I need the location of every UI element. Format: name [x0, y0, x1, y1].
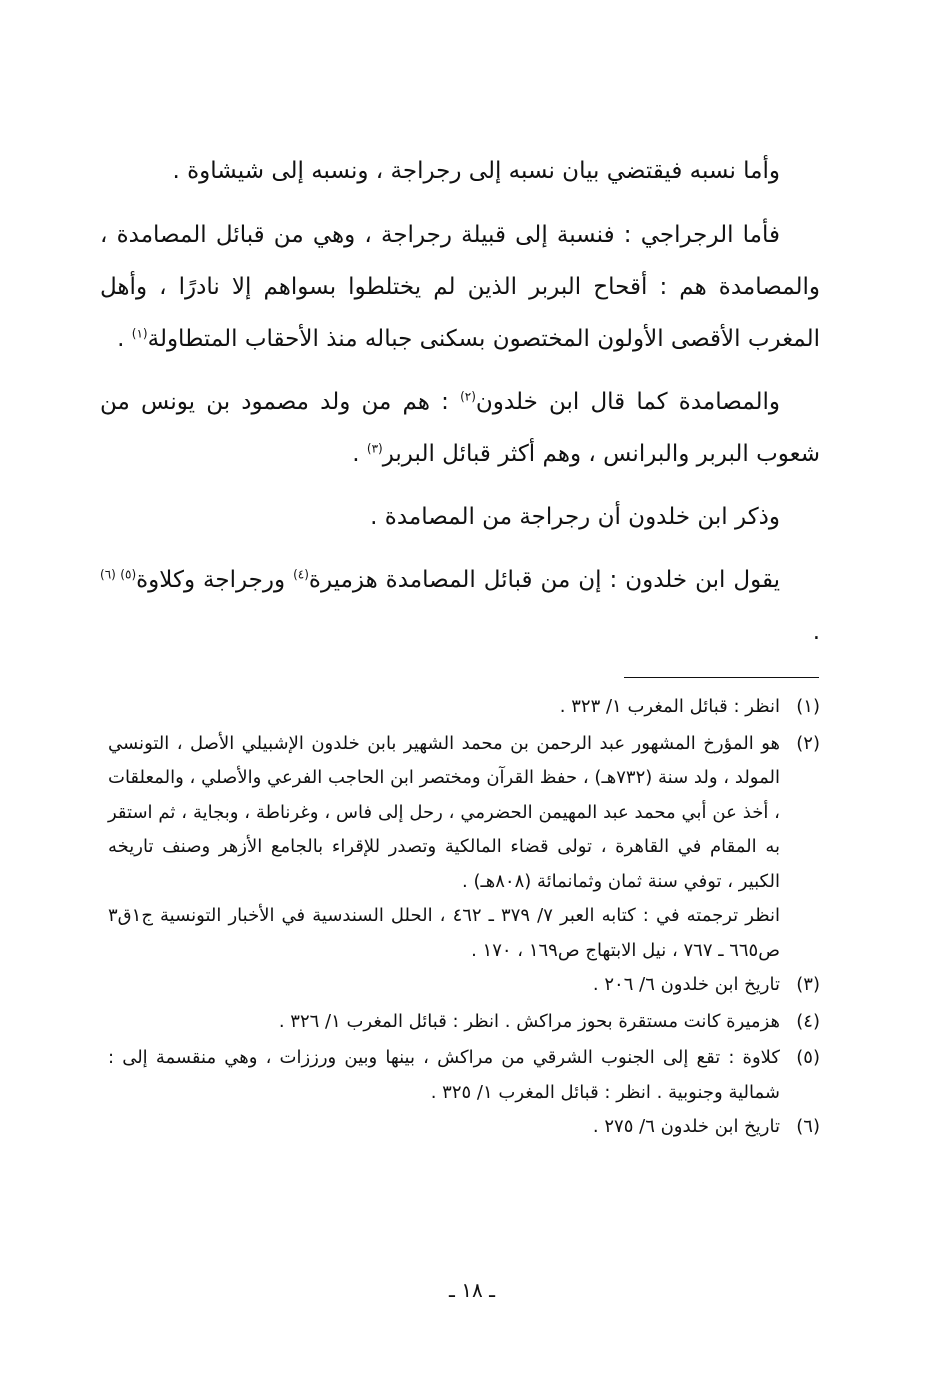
footnote-number: (٤) [796, 1010, 820, 1032]
paragraph-tail: . [352, 441, 367, 467]
main-text [100, 145, 820, 669]
paragraph-text: يقول ابن خلدون : إن من قبائل المصامدة هزميرة [308, 567, 780, 593]
footnote-text [108, 968, 780, 1003]
footnotes [108, 690, 820, 1145]
footnote-3 [108, 968, 820, 1003]
paragraph-tail: . [812, 619, 820, 645]
footnote-line: انظر : قبائل المغرب ١/ ٣٢٣ . [559, 696, 780, 717]
footnote-ref[interactable]: (١) [131, 326, 148, 341]
footnote-number: (٥) [796, 1047, 820, 1068]
footnote-line: هزميرة كانت مستقرة بحوز مراكش . انظر : قبائل المغرب ١/ ٣٢٦ . [278, 1010, 780, 1032]
footnote-4 [108, 1005, 820, 1040]
footnote-ref[interactable]: (٤) [293, 567, 309, 582]
footnote-number: (٢) [796, 732, 820, 754]
paragraph-2 [100, 209, 820, 365]
footnote-line: تاريخ ابن خلدون ٦/ ٢٠٦ . [592, 974, 780, 995]
paragraph-4 [100, 491, 820, 543]
footnote-text [108, 1110, 780, 1145]
page-number: ـ ١٨ ـ [449, 1278, 495, 1302]
footnote-text [108, 1041, 780, 1110]
footnote-1 [108, 690, 820, 725]
footnote-5 [108, 1041, 820, 1110]
footnote-line: كلاوة : تقع إلى الجنوب الشرقي من مراكش ، بينها وبين ورززات ، وهي منقسمة إلى : شمالية وجنوبية . انظر : قبائل المغرب ١/ ٣٢٥ . [108, 1047, 780, 1103]
footnote-text [108, 690, 780, 725]
paragraph-text: فأما الرجراجي : فنسبة إلى قبيلة رجراجة ، وهي من قبائل المصامدة ، والمصامدة هم : أقحاح البربر الذين لم يختلطوا بسواهم إلا نادرًا ، وأهل المغرب الأقصى الأولون المختصون بسكنى جباله منذ الأحقاب المتطاولة [100, 222, 820, 352]
footnote-line: انظر ترجمته في : كتابه العبر ٧/ ٣٧٩ ـ ٤٦٢ ، الحلل السندسية في الأخبار التونسية ج١ق٣ ص٦٦٥ ـ ٧٦٧ ، نيل الابتهاج ص١٦٩ ، ١٧٠ . [108, 905, 780, 961]
footnote-text [108, 1005, 780, 1040]
footnote-6 [108, 1110, 820, 1145]
footnote-2 [108, 727, 820, 969]
paragraph-tail: . [117, 326, 132, 352]
paragraph-5 [100, 554, 820, 658]
footnote-divider [624, 677, 819, 678]
paragraph-text: وأما نسبه فيقتضي بيان نسبه إلى رجراجة ، ونسبه إلى شيشاوة . [172, 158, 780, 184]
paragraph-3 [100, 376, 820, 480]
footnote-number: (٣) [796, 974, 820, 995]
footnote-line: هو المؤرخ المشهور عبد الرحمن بن محمد الشهير بابن خلدون الإشبيلي الأصل ، التونسي المولد ، ولد سنة (٧٣٢هـ) ، حفظ القرآن ومختصر ابن الحاجب الفرعي والأصلي ، والمعلقات ، أخذ عن أبي محمد عبد المهيمن الحضرمي ، رحل إلى فاس ، وغرناطة ، وبجاية ، ثم استقر به المقام في القاهرة ، تولى قضاء المالكية وتصدر للإقراء بالجامع الأزهر وصنف تاريخه الكبير ، توفي سنة ثمان وثمانمائة (٨٠٨هـ) . [108, 732, 780, 892]
footnote-number: (٦) [796, 1116, 820, 1137]
paragraph-1 [100, 145, 820, 197]
paragraph-text: وذكر ابن خلدون أن رجراجة من المصامدة . [370, 504, 780, 530]
footnote-line: تاريخ ابن خلدون ٦/ ٢٧٥ . [592, 1116, 780, 1137]
footnote-ref[interactable]: (٣) [366, 441, 383, 456]
footnote-text [108, 727, 780, 969]
paragraph-text: والمصامدة كما قال ابن خلدون [475, 389, 780, 415]
paragraph-text-continued: ورجراجة وكلاوة [136, 567, 294, 593]
footnote-number: (١) [796, 696, 820, 717]
paragraph-text-continued: : هم من ولد مصمود بن يونس من شعوب البربر والبرانس ، وهم أكثر قبائل البربر [100, 389, 820, 467]
footnote-ref[interactable]: (٥) (٦) [100, 567, 137, 582]
footnote-ref[interactable]: (٢) [460, 389, 476, 404]
